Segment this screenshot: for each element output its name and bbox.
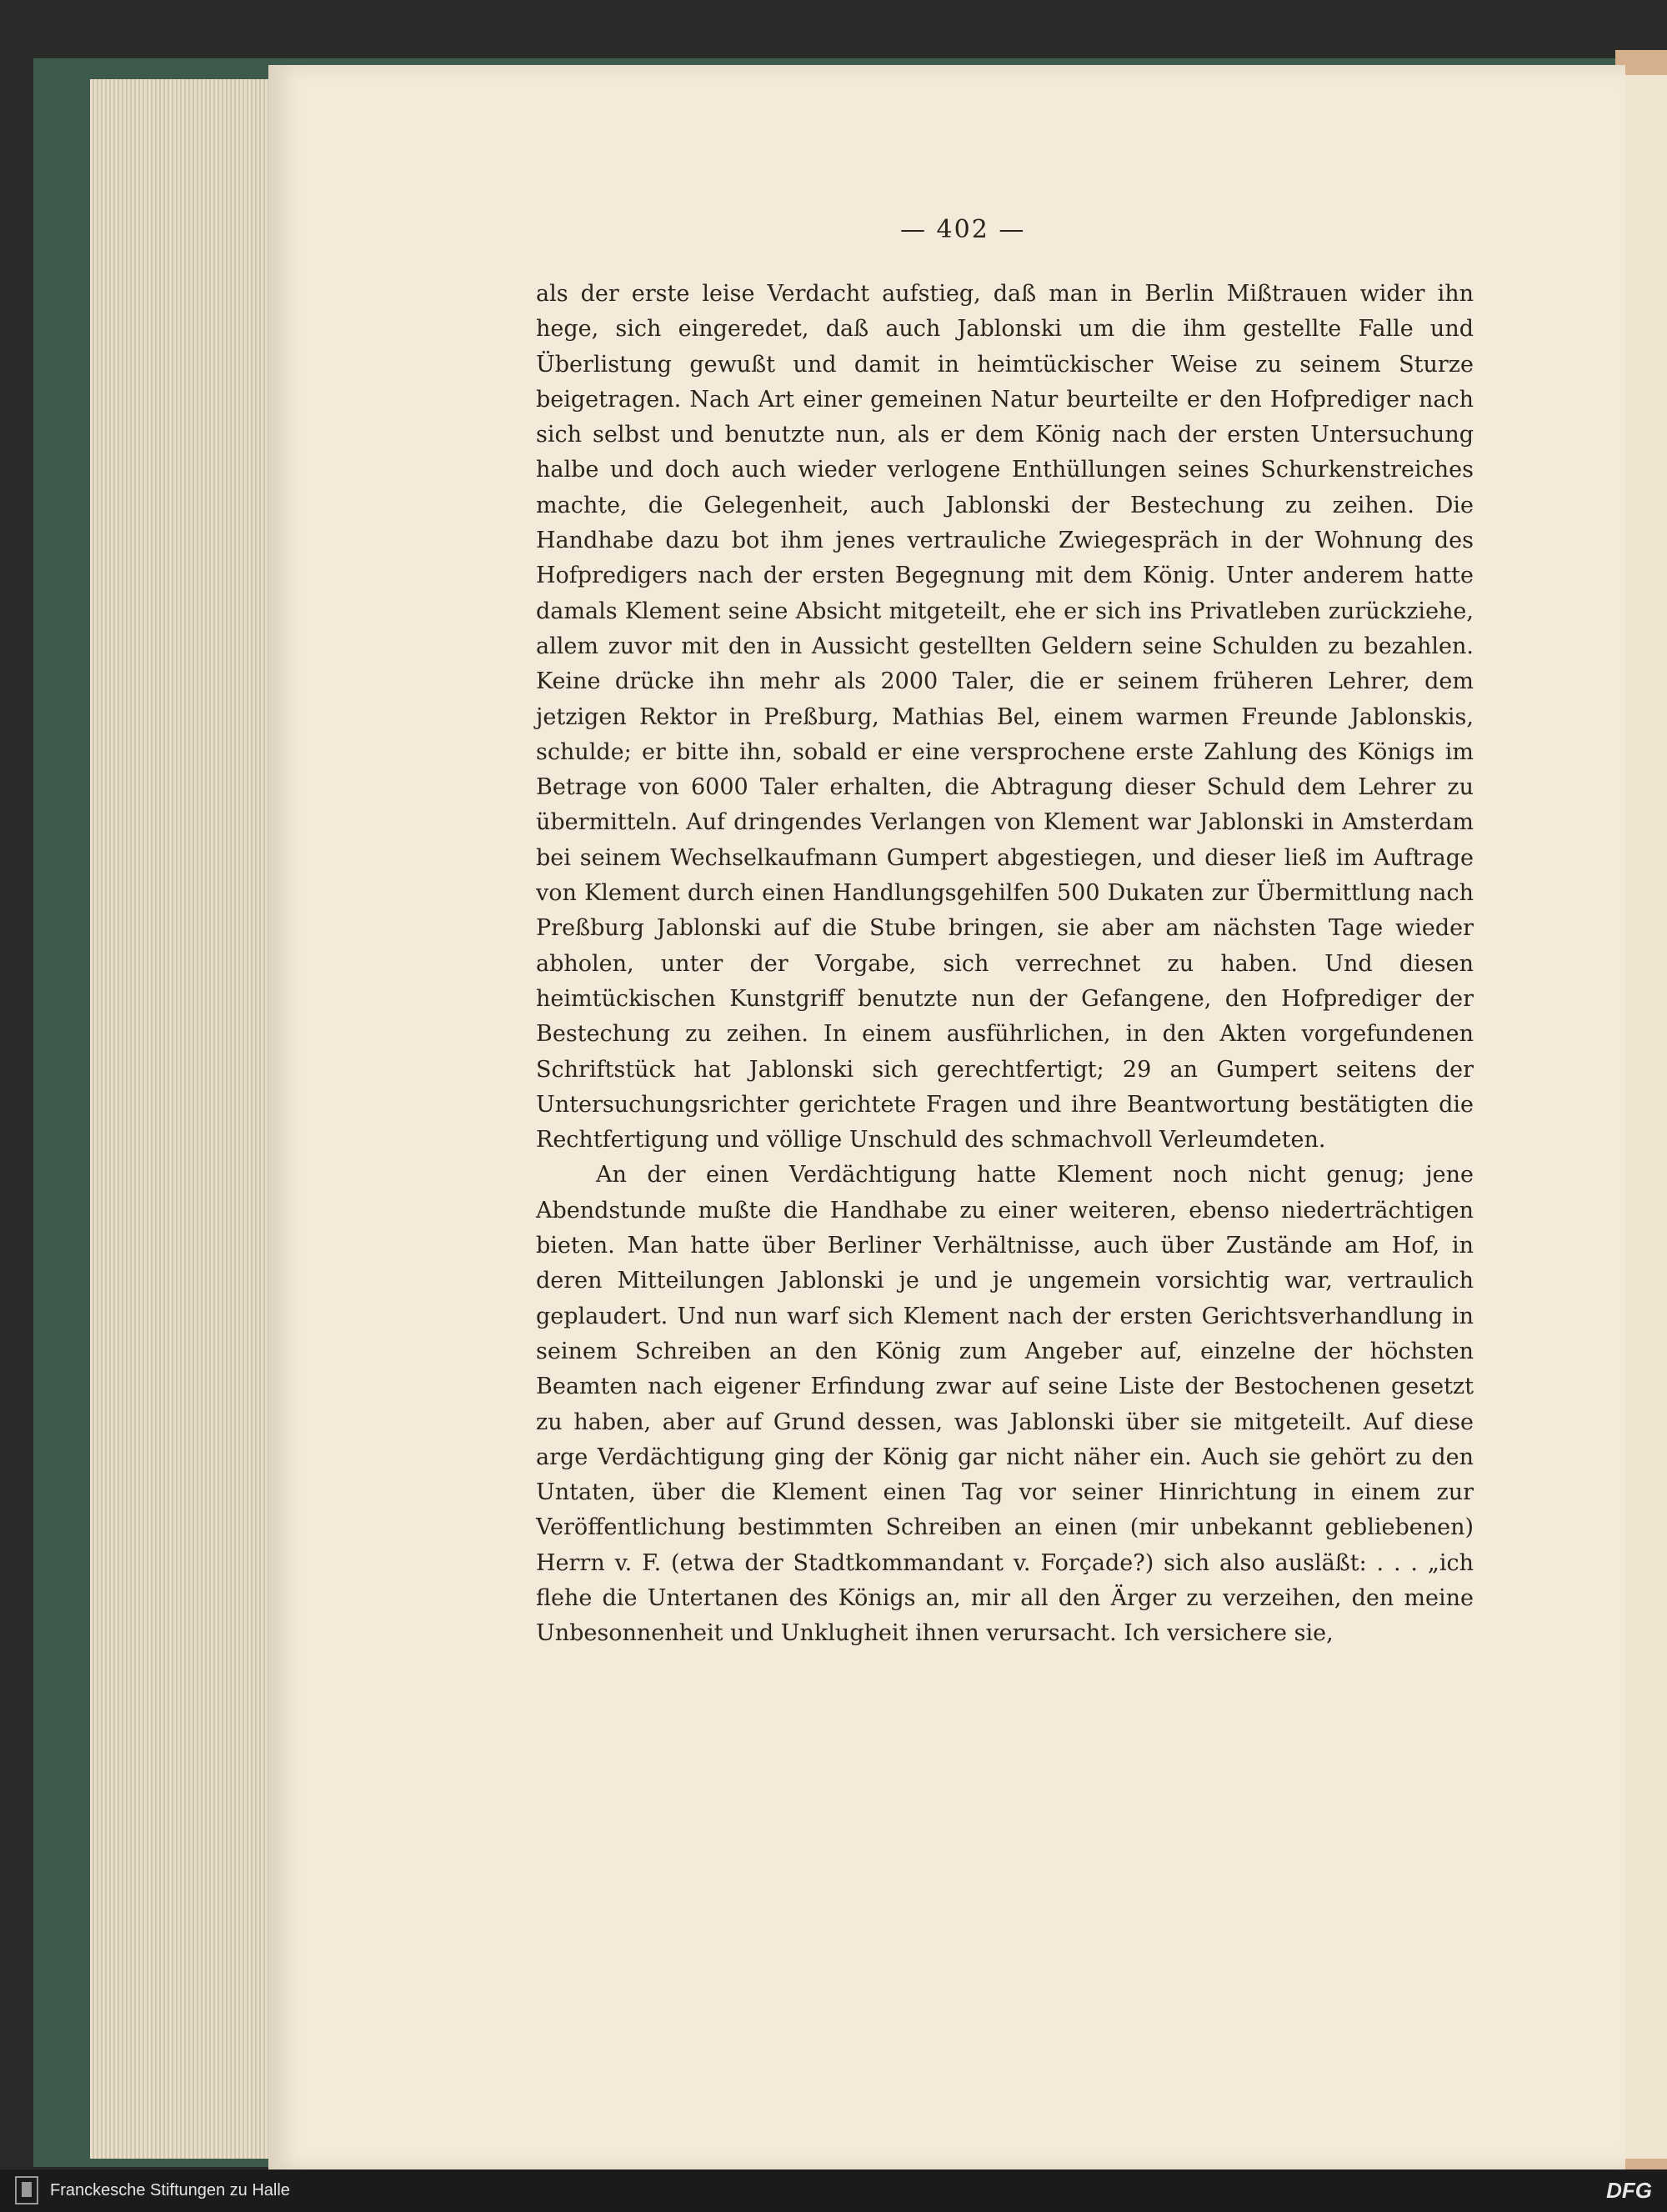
paragraph-2: An der einen Verdächtigung hatte Klement noch nicht genug; jene Abendstunde mußte die Handhabe zu einer weiteren, ebenso niederträchtigen bieten. Man hatte über Berliner Verhältnisse, auch über Zustände am Hof, in deren Mitteilungen Jablonski je und je ungemein vorsichtig war, vertraulich geplaudert. Und nun warf sich Klement nach der ersten Gerichtsverhandlung in seinem Schreiben an den König zum Angeber auf, einzelne der höchsten Beamten nach eigener Erfindung zwar auf seine Liste der Bestochenen gesetzt zu haben, aber auf Grund dessen, was Jablonski über sie mitgeteilt. Auf diese arge Verdächtigung ging der König gar nicht näher ein. Auch sie gehört zu den Untaten, über die Klement einen Tag vor seiner Hinrichtung in einem zur Veröffentlichung bestimmten Schreiben an einen (mir unbekannt gebliebenen) Herrn v. F. (etwa der Stadtkommandant v. Forçade?) sich also ausläßt: . . . „ich flehe die Untertanen des Königs an, mir all den Ärger zu verzeihen, den meine Unbesonnenheit und Unklugheit ihnen verursacht. Ich versichere sie, <box>536 1162 1474 1647</box>
francke-foundation-logo-icon <box>15 2176 38 2204</box>
facing-page-edge <box>1625 75 1667 2159</box>
page-number: — 402 — <box>900 215 1026 244</box>
paragraph-1: als der erste leise Verdacht aufstieg, daß man in Berlin Mißtrauen wider ihn hege, sich eingeredet, daß auch Jablonski um die ihm gestellte Falle und Überlistung gewußt und damit in heimtückischer Weise zu seinem Sturze beigetragen. Nach Art einer gemeinen Natur beurteilte er den Hofprediger nach sich selbst und benutzte nun, als er dem König nach der ersten Untersuchung halbe und doch auch wieder verlogene Enthüllungen seines Schurkenstreiches machte, die Gelegenheit, auch Jablonski der Bestechung zu zeihen. Die Handhabe dazu bot ihm jenes vertrauliche Zwiegespräch in der Wohnung des Hofpredigers nach der ersten Begegnung mit dem König. Unter anderem hatte damals Klement seine Absicht mitgeteilt, ehe er sich ins Privatleben zurückziehe, allem zuvor mit den in Aussicht gestellten Geldern seine Schulden zu bezahlen. Keine drücke ihn mehr als 2000 Taler, die er seinem früheren Lehrer, dem jetzigen Rektor in Preßburg, Mathias Bel, einem warmen Freunde Jablonskis, schulde; er bitte ihn, sobald er eine versprochene erste Zahlung des Königs im Betrage von 6000 Taler erhalten, die Abtragung dieser Schuld dem Lehrer zu übermitteln. Auf dringendes Verlangen von Klement war Jablonski in Amsterdam bei seinem Wechselkaufmann Gumpert abgestiegen, und dieser ließ im Auftrage von Klement durch einen Handlungsgehilfen 500 Dukaten zur Übermittlung nach Preßburg Jablonski auf die Stube bringen, sie aber am nächsten Tage wieder abholen, unter der Vorgabe, sich verrechnet zu haben. Und diesen heimtückischen Kunstgriff benutzte nun der Gefangene, den Hofprediger der Bestechung zu zeihen. In einem ausführlichen, in den Akten vorgefundenen Schriftstück hat Jablonski sich gerechtfertigt; 29 an Gumpert seitens der Untersuchungsrichter gerichtete Fragen und ihre Beantwortung bestätigten die Rechtfertigung und völlige Unschuld des schmachvoll Verleumdeten. <box>536 281 1474 1154</box>
page-edges <box>90 79 273 2159</box>
institution-label: Franckesche Stiftungen zu Halle <box>50 2181 290 2199</box>
viewer-footer <box>0 2169 1667 2212</box>
body-text <box>536 277 1474 1652</box>
dfg-logo: DFG <box>1606 2178 1652 2203</box>
